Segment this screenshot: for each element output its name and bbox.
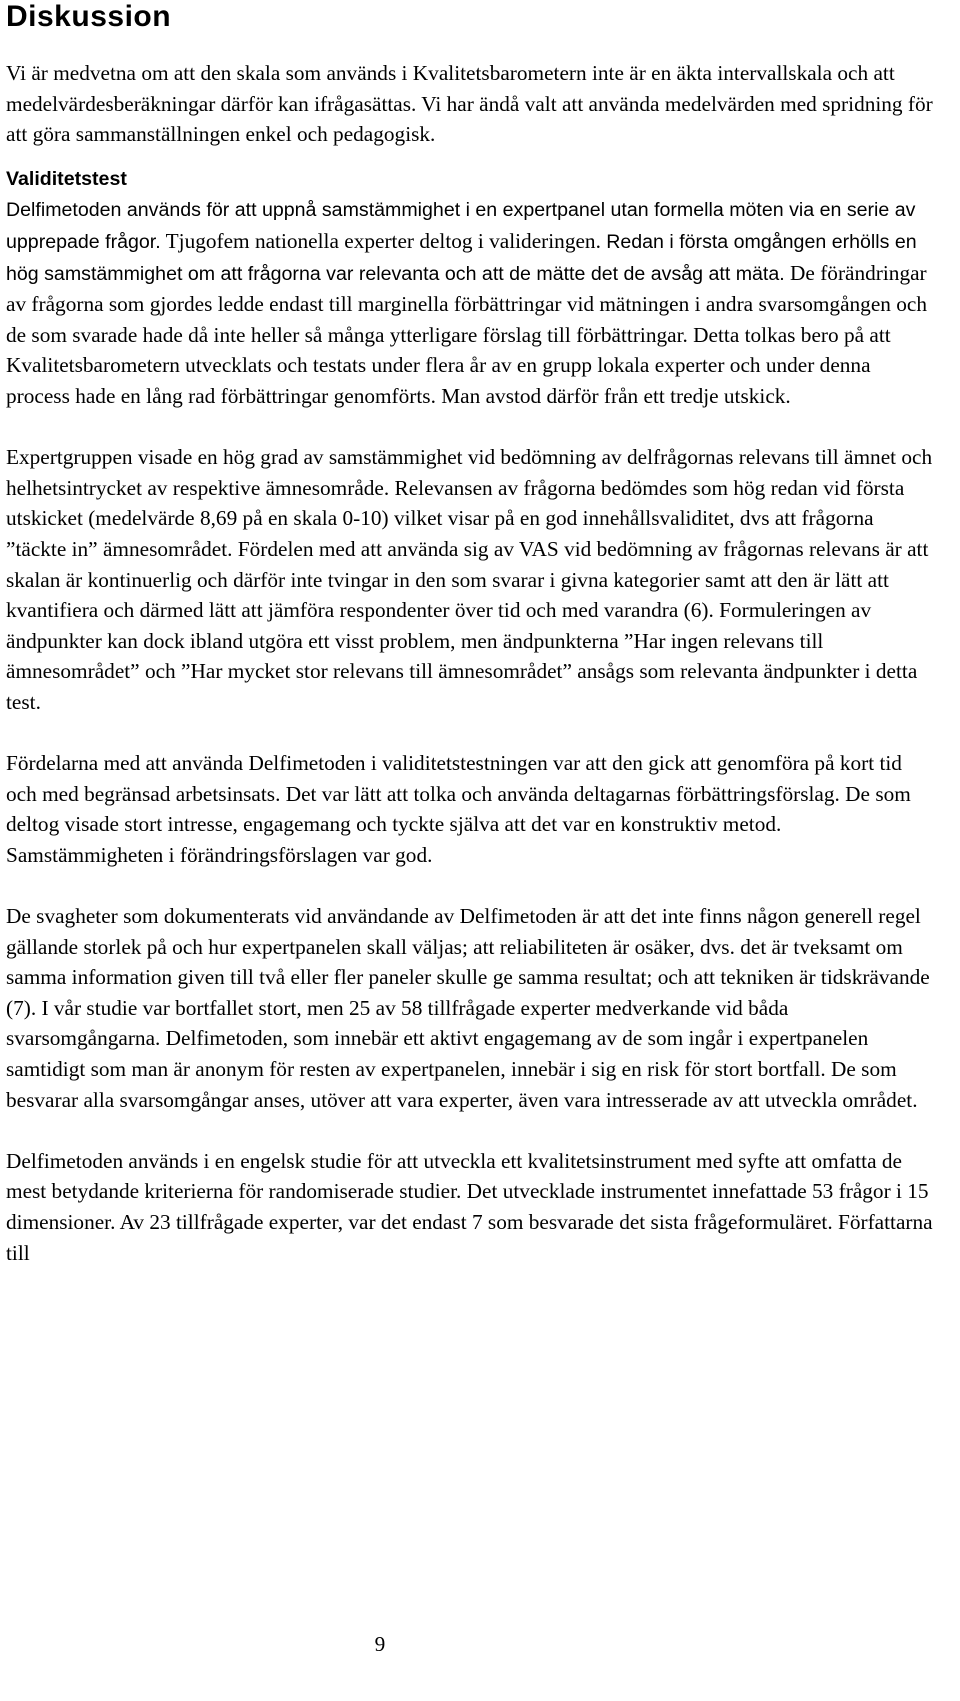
- validity-sentence-b: Tjugofem nationella experter deltog i valideringen.: [160, 228, 607, 253]
- english-study-paragraph: Delfimetoden används i en engelsk studie för att utveckla ett kvalitetsinstrument med syfte att omfatta de mest betydande kriterierna för randomiserade studier. Det utvecklade instrumentet innefattade 53 frågor i 15 dimensioner. Av 23 tillfrågade experter, var det endast 7 som besvarade det sista frågeformuläret. Författarna till: [6, 1148, 933, 1265]
- weaknesses-paragraph: De svagheter som dokumenterats vid användande av Delfimetoden är att det inte finns någon generell regel gällande storlek på och hur expertpanelen skall väljas; att reliabiliteten är osäker, dvs. det är tveksamt om samma information given till två eller fler paneler skulle ge samma resultat; och att tekniken är tidskrävande (7). I vår studie var bortfallet stort, men 25 av 58 tillfrågade experter medverkande vid båda svarsomgångarna. Delfimetoden, som innebär ett aktivt engagemang av de som ingår i expertpanelen samtidigt som man är anonym för resten av expertpanelen, innebär i sig en risk för stort bortfall. De som besvarar alla svarsomgångar anses, utöver att vara experter, även vara intresserade av att utveckla området.: [6, 904, 930, 1112]
- expert-group-paragraph: Expertgruppen visade en hög grad av samstämmighet vid bedömning av delfrågornas relevans till ämnet och helhetsintrycket av respektive ämnesområde. Relevansen av frågorna bedömdes som hög redan vid första utskicket (medelvärde 8,69 på en skala 0-10) vilket visar på en god innehållsvaliditet, dvs att frågorna ”täckte in” ämnesområdet. Fördelen med att använda sig av VAS vid bedömning av frågornas relevans är att skalan är kontinuerlig och därför inte tvingar in den som svarar i givna kategorier samt att den är lätt att kvantifiera och därmed lätt att jämföra respondenter över tid och med varandra (6). Formuleringen av ändpunkter kan dock ibland utgöra ett visst problem, men ändpunkterna ”Har ingen relevans till ämnesområdet” och ”Har mycket stor relevans till ämnesområdet” ansågs som relevanta ändpunkter i detta test.: [6, 445, 933, 714]
- validity-sentence-d: De förändringar av frågorna som gjordes ledde endast till marginella förbättringar vid mätningen i andra svarsomgången och de som svarade hade då inte heller så många ytterligare förslag till förbättringar. Detta tolkas bero på att Kvalitetsbarometern utvecklats och testats under flera år av en grupp lokala experter och under denna process hade en lång rad förbättringar genomförts. Man avstod därför från ett tredje utskick.: [6, 260, 928, 408]
- intro-paragraph: Vi är medvetna om att den skala som används i Kvalitetsbarometern inte är en äkta intervallskala och att medelvärdesberäkningar därför kan ifrågasättas. Vi har ändå valt att använda medelvärden med spridning för att göra sammanställningen enkel och pedagogisk.: [6, 61, 933, 147]
- page-number: 9: [374, 1632, 386, 1656]
- validity-sentence-c: Redan i första omgången erhölls en hög samstämmighet om att frågorna var relevanta och att de mätte det de avsåg att mäta.: [6, 230, 917, 285]
- section-heading: Diskussion: [6, 0, 172, 33]
- validity-sentence-a: Delfimetoden används för att uppnå samstämmighet i en expertpanel utan formella möten via en serie av upprepade frågor.: [6, 199, 916, 253]
- validity-paragraph: [6, 194, 936, 411]
- advantages-paragraph: Fördelarna med att använda Delfimetoden i validitetstestningen var att den gick att genomföra på kort tid och med begränsad arbetsinsats. Det var lätt att tolka och använda deltagarnas förbättringsförslag. De som deltog visade stort intresse, engagemang och tyckte själva att det var en konstruktiv metod. Samstämmigheten i förändringsförslagen var god.: [6, 751, 911, 867]
- subsection-heading: Validitetstest: [6, 167, 127, 190]
- document-page: [6, 0, 936, 1268]
